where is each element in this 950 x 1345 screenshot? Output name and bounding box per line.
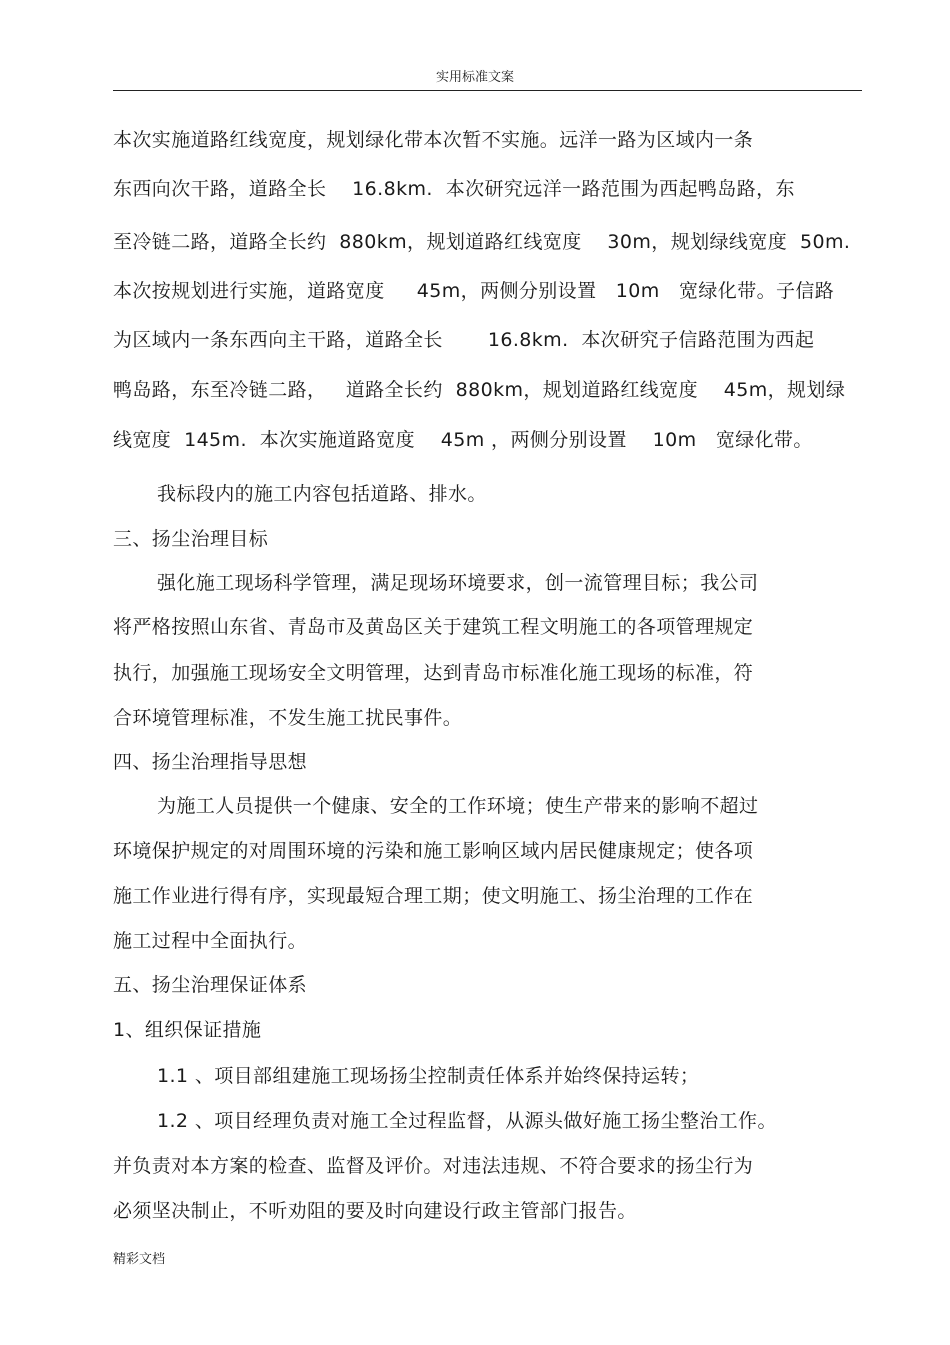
text-line: 线宽度 145m. 本次实施道路宽度 45m ，两侧分别设置 10m 宽绿化带。 bbox=[113, 429, 813, 451]
page-header: 实用标准文案 bbox=[435, 70, 514, 85]
text-line: 施工作业进行得有序，实现最短合理工期；使文明施工、扬尘治理的工作在 bbox=[113, 885, 754, 907]
text-line: 1.2 、项目经理负责对施工全过程监督，从源头做好施工扬尘整治工作。 bbox=[157, 1110, 777, 1132]
text-line: 并负责对本方案的检查、监督及评价。对违法违规、不符合要求的扬尘行为 bbox=[113, 1155, 754, 1177]
section-heading: 三、扬尘治理目标 bbox=[113, 528, 269, 550]
text-line: 强化施工现场科学管理，满足现场环境要求，创一流管理目标；我公司 bbox=[157, 572, 759, 594]
text-line: 将严格按照山东省、青岛市及黄岛区关于建筑工程文明施工的各项管理规定 bbox=[113, 616, 754, 638]
text-line: 本次按规划进行实施，道路宽度 45m，两侧分别设置 10m 宽绿化带。子信路 bbox=[113, 280, 835, 302]
text-line: 环境保护规定的对周围环境的污染和施工影响区域内居民健康规定；使各项 bbox=[113, 840, 754, 862]
text-line: 1.1 、项目部组建施工现场扬尘控制责任体系并始终保持运转； bbox=[157, 1065, 700, 1087]
text-line: 为施工人员提供一个健康、安全的工作环境；使生产带来的影响不超过 bbox=[157, 795, 759, 817]
text-line: 为区域内一条东西向主干路，道路全长 16.8km. 本次研究子信路范围为西起 bbox=[113, 329, 815, 351]
text-line: 必须坚决制止，不听劝阻的要及时向建设行政主管部门报告。 bbox=[113, 1200, 637, 1222]
section-heading: 四、扬尘治理指导思想 bbox=[113, 751, 308, 773]
text-line: 执行，加强施工现场安全文明管理，达到青岛市标准化施工现场的标准，符 bbox=[113, 662, 754, 684]
text-line: 东西向次干路，道路全长 16.8km. 本次研究远洋一路范围为西起鸭岛路，东 bbox=[113, 178, 795, 200]
section-heading: 五、扬尘治理保证体系 bbox=[113, 974, 308, 996]
text-line: 我标段内的施工内容包括道路、排水。 bbox=[157, 483, 487, 505]
text-line: 本次实施道路红线宽度，规划绿化带本次暂不实施。远洋一路为区域内一条 bbox=[113, 129, 754, 151]
text-line: 合环境管理标准，不发生施工扰民事件。 bbox=[113, 707, 463, 729]
header-rule bbox=[113, 90, 862, 91]
text-line: 施工过程中全面执行。 bbox=[113, 930, 308, 952]
page-footer: 精彩文档 bbox=[113, 1252, 166, 1267]
text-line: 鸭岛路，东至冷链二路， 道路全长约 880km，规划道路红线宽度 45m，规划绿 bbox=[113, 379, 846, 401]
text-line: 至冷链二路，道路全长约 880km，规划道路红线宽度 30m，规划绿线宽度 50m. bbox=[113, 231, 851, 253]
subsection-heading: 1、组织保证措施 bbox=[113, 1019, 262, 1041]
